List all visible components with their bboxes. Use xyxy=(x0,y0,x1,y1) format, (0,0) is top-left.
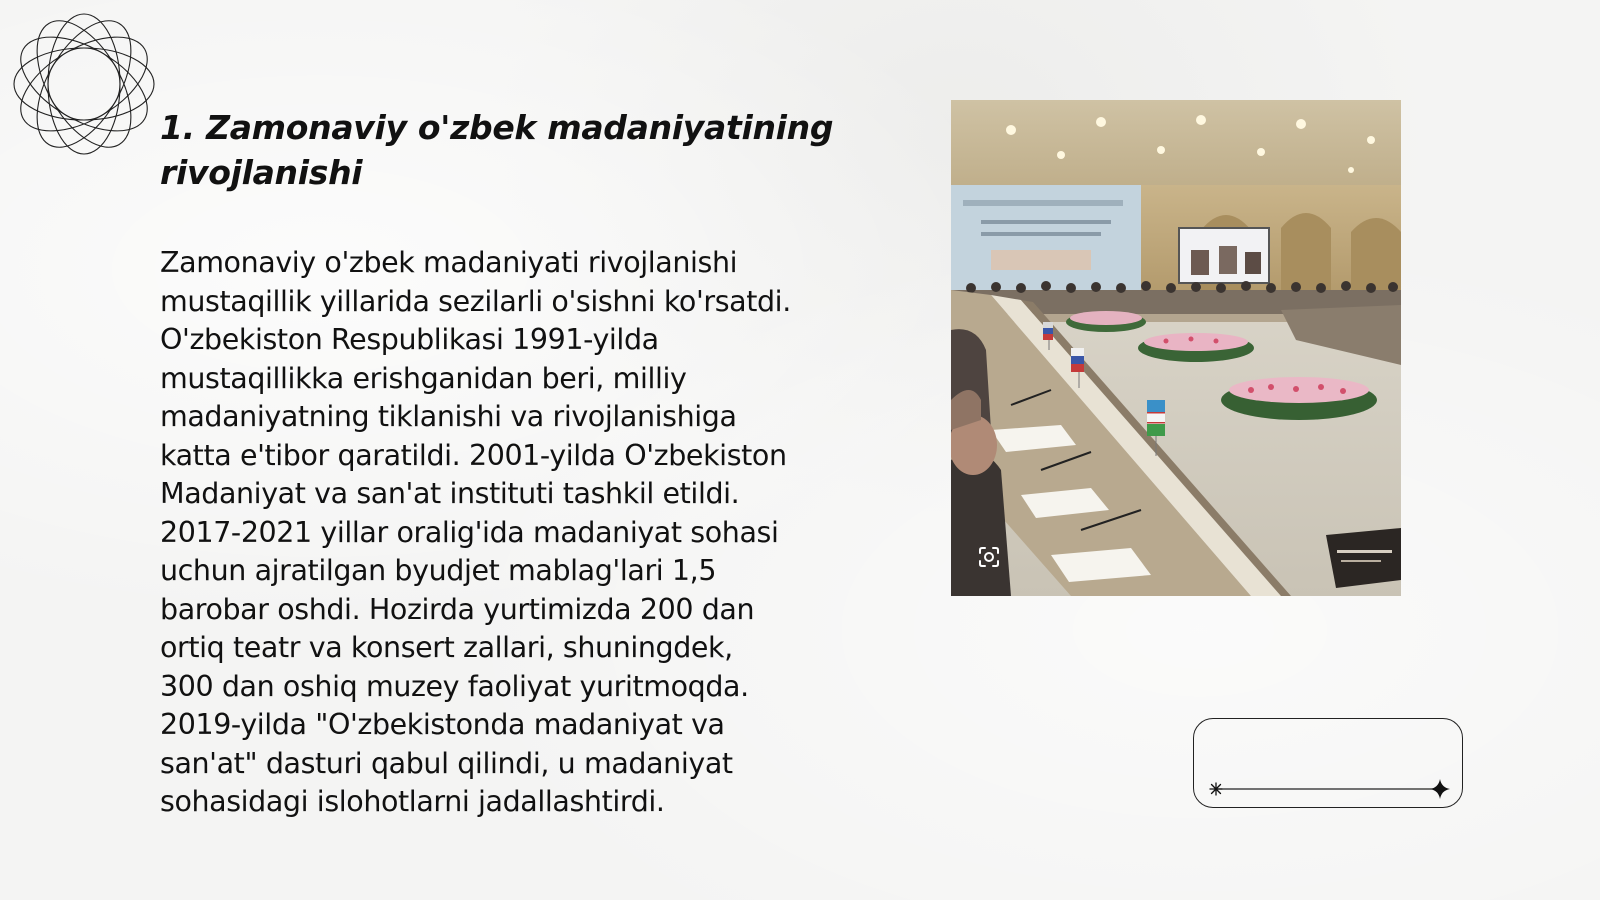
slide-body-text: Zamonaviy o'zbek madaniyati rivojlanishi mustaqillik yillarida sezilarli o'sishni ko'rsatdi. O'zbekiston Respublikasi 1991-yilda mustaqillikka erishganidan beri, milliy madaniyatning tiklanishi va rivojlanishiga katta e'tibor qaratildi. 2001-yilda O'zbekiston Madaniyat va san'at instituti tashkil etildi. 2017-2021 yillar oralig'ida madaniyat sohasi uchun ajratilgan byudjet mablag'lari 1,5 barobar oshdi. Hozirda yurtimizda 200 dan ortiq teatr va konsert zallari, shuningdek, 300 dan oshiq muzey faoliyat yuritmoqda. 2019-yilda "O'zbekistonda madaniyat va san'at" dasturi qabul qilindi, u madaniyat sohasidagi islohotlarni jadallashtirdi. xyxy=(160,246,791,818)
conference-photo xyxy=(951,100,1401,596)
star-icon xyxy=(1430,779,1450,799)
slide-title: 1. Zamonaviy o'zbek madaniyatining rivojlanishi xyxy=(160,108,834,192)
sparkle-icon xyxy=(1210,783,1222,795)
lens-icon[interactable] xyxy=(977,545,1001,569)
orbit-rings-icon xyxy=(10,10,158,158)
decorative-card xyxy=(1193,718,1463,808)
